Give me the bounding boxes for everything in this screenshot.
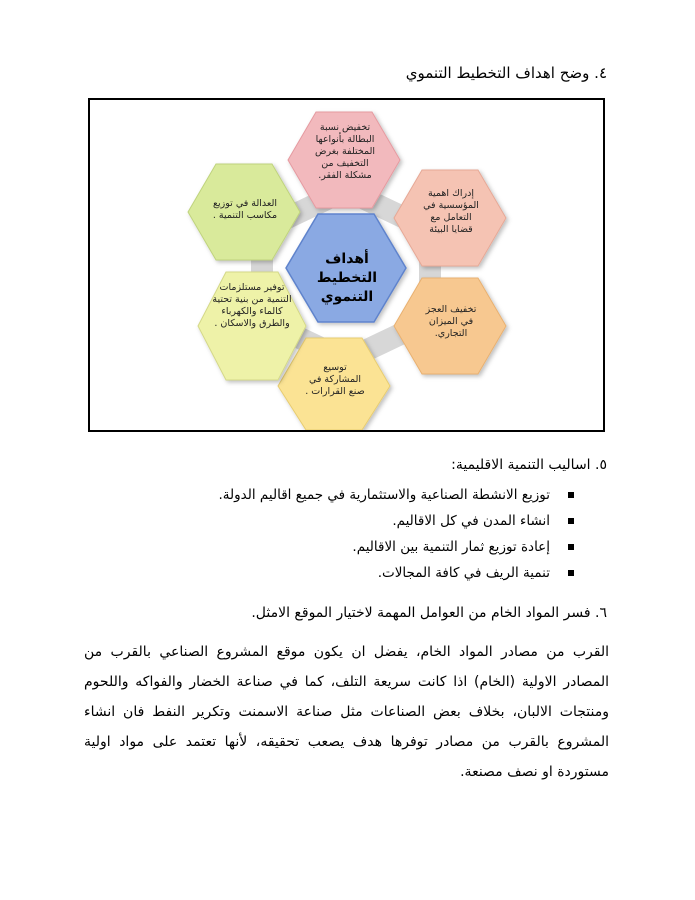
list-item-text: توزيع الانشطة الصناعية والاستثمارية في جميع اقاليم الدولة. [218, 487, 550, 503]
question-6-text: فسر المواد الخام من العوامل المهمة لاختيار الموقع الامثل. [251, 605, 591, 621]
regional-development-methods-list [219, 482, 551, 586]
bullet-square-icon [568, 544, 574, 550]
bullet-square-icon [568, 570, 574, 576]
hex-2-label: إدراك اهمية المؤسسية في التعامل مع قضايا البيئة [423, 188, 479, 235]
list-item-text: تنمية الريف في كافة المجالات. [377, 565, 550, 581]
hex-6-label: العدالة في توزيع مكاسب التنمية . [212, 198, 278, 221]
question-4-text: وضح اهداف التخطيط التنموي [405, 64, 590, 82]
hex-5-label: توفير مستلزمات التنمية من بنية تحتية كالماء والكهرباء والطرق والاسكان . [212, 282, 292, 329]
goals-diagram-frame [88, 98, 605, 432]
center-hex-label: أهداف التخطيط التنموي [316, 251, 378, 305]
hex-4-label: توسيع المشاركة في صنع القرارات . [305, 362, 365, 397]
list-item [219, 508, 551, 534]
question-4-number: ٤. [594, 64, 607, 82]
list-item [219, 534, 551, 560]
answer-paragraph: القرب من مصادر المواد الخام، يفضل ان يكون موقع المشروع الصناعي بالقرب من المصادر الاولية (الخام) اذا كانت سريعة التلف، كما في صناعة الخضار والفواكه واللحوم ومنتجات الالبان، بخلاف بعض الصناعات مثل صناعة الاسمنت وتكرير النفط فان انشاء المشروع بالقرب من مصادر توفرها هدف يصعب تحقيقه، لأنها تعتمد على مواد اولية مستوردة او نصف مصنعة. [84, 644, 609, 780]
list-item [219, 560, 551, 586]
question-4-heading [406, 64, 607, 82]
question-5-text: اساليب التنمية الاقليمية: [451, 457, 591, 473]
bullet-square-icon [568, 492, 574, 498]
hex-3-label: تخفيف العجز في الميزان التجاري. [425, 304, 477, 339]
list-item [219, 482, 551, 508]
question-5-number: ٥. [595, 457, 607, 473]
hex-1-label: تخفيض نسبة البطالة بأنواعها المختلفة بغرض التخفيف من مشكلة الفقر. [314, 122, 376, 181]
question-6-heading [251, 605, 607, 621]
list-item-text: انشاء المدن في كل الاقاليم. [392, 513, 550, 529]
question-6-number: ٦. [595, 605, 607, 621]
bullet-square-icon [568, 518, 574, 524]
list-item-text: إعادة توزيع ثمار التنمية بين الاقاليم. [352, 539, 550, 555]
question-5-heading [451, 457, 607, 473]
